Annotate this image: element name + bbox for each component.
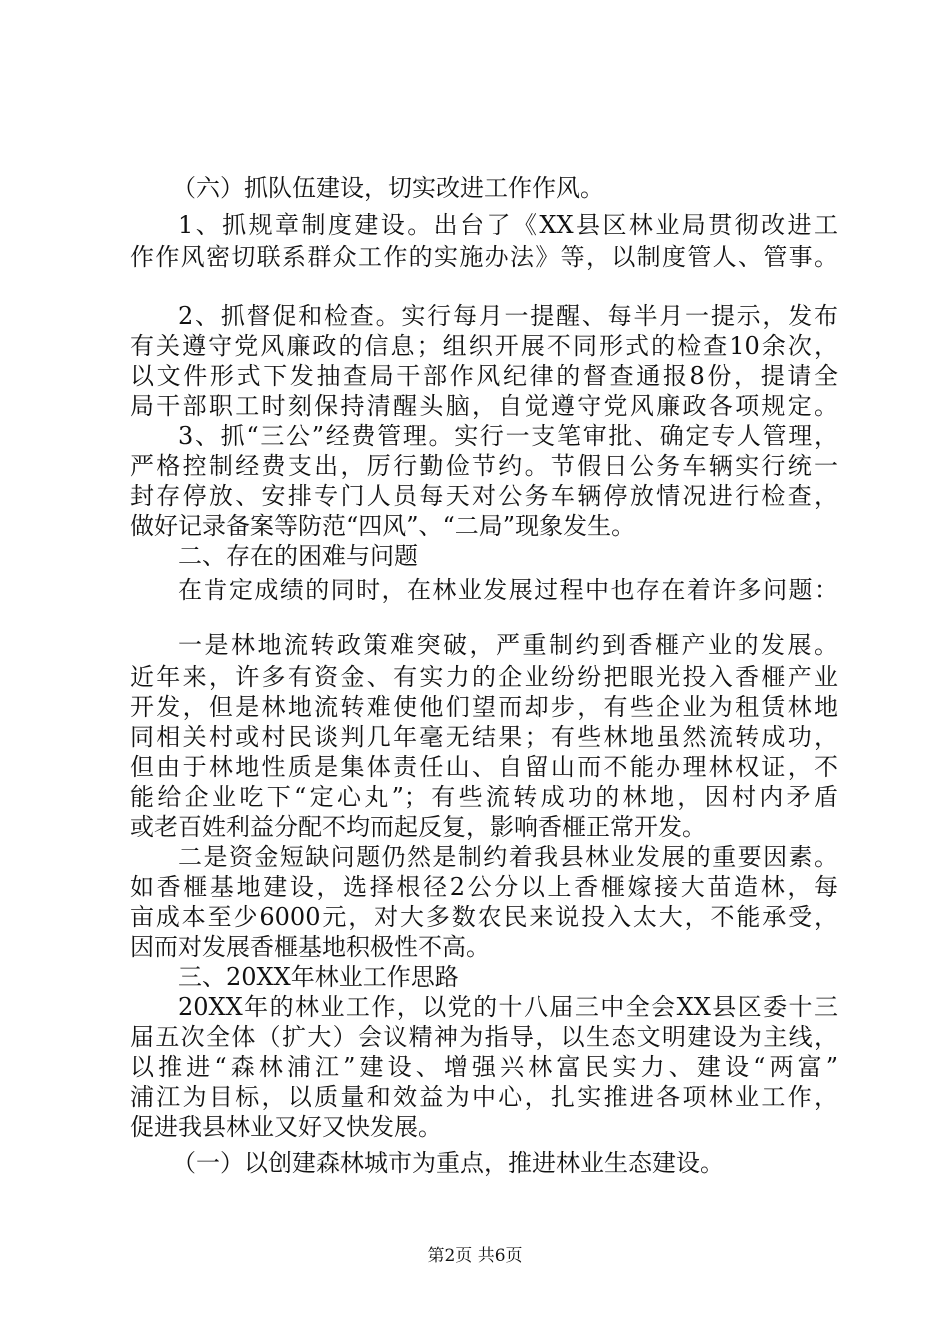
section-heading: 二、存在的困难与问题 — [178, 542, 418, 570]
text-line: 2、抓督促和检查。实行每月一提醒、每半月一提示，发布 — [178, 302, 838, 330]
text-line: 做好记录备案等防范“四风”、“二局”现象发生。 — [130, 512, 636, 540]
text-line: 一是林地流转政策难突破，严重制约到香榧产业的发展。 — [178, 631, 838, 659]
text-line: 因而对发展香榧基地积极性不高。 — [130, 933, 490, 961]
text-line: （六）抓队伍建设，切实改进工作作风。 — [172, 174, 604, 202]
text-line: 在肯定成绩的同时，在林业发展过程中也存在着许多问题： — [178, 576, 838, 604]
text-line: 如香榧基地建设，选择根径2公分以上香榧嫁接大苗造林，每 — [130, 873, 838, 901]
text-line: 届五次全体（扩大）会议精神为指导，以生态文明建设为主线， — [130, 1023, 838, 1051]
text-line: 或老百姓利益分配不均而起反复，影响香榧正常开发。 — [130, 813, 706, 841]
text-line: 开发，但是林地流转难使他们望而却步，有些企业为租赁林地 — [130, 693, 838, 721]
text-line: 局干部职工时刻保持清醒头脑，自觉遵守党风廉政各项规定。 — [130, 392, 838, 420]
text-line: 同相关村或村民谈判几年毫无结果；有些林地虽然流转成功， — [130, 723, 838, 751]
text-line: 亩成本至少6000元，对大多数农民来说投入太大，不能承受， — [130, 903, 838, 931]
text-line: 严格控制经费支出，厉行勤俭节约。节假日公务车辆实行统一 — [130, 452, 838, 480]
text-line: 促进我县林业又好又快发展。 — [130, 1113, 442, 1141]
section-heading: 三、20XX年林业工作思路 — [178, 963, 459, 991]
text-line: 以文件形式下发抽查局干部作风纪律的督查通报8份，提请全 — [130, 362, 838, 390]
text-line: 以推进“森林浦江”建设、增强兴林富民实力、建设“两富” — [130, 1053, 838, 1081]
text-line: 能给企业吃下“定心丸”；有些流转成功的林地，因村内矛盾 — [130, 783, 838, 811]
text-line: 近年来，许多有资金、有实力的企业纷纷把眼光投入香榧产业 — [130, 663, 838, 691]
text-line: 二是资金短缺问题仍然是制约着我县林业发展的重要因素。 — [178, 843, 838, 871]
text-line: 20XX年的林业工作，以党的十八届三中全会XX县区委十三 — [178, 993, 838, 1021]
text-line: 1、抓规章制度建设。出台了《XX县区林业局贯彻改进工 — [178, 211, 838, 239]
sub-heading: （一）以创建森林城市为重点，推进林业生态建设。 — [172, 1149, 724, 1177]
text-line: 作作风密切联系群众工作的实施办法》等，以制度管人、管事。 — [130, 243, 838, 271]
text-line: 3、抓“三公”经费管理。实行一支笔审批、确定专人管理， — [178, 422, 838, 450]
page-number: 第2页 共6页 — [427, 1246, 523, 1266]
text-line: 浦江为目标，以质量和效益为中心，扎实推进各项林业工作， — [130, 1083, 838, 1111]
text-line: 封存停放、安排专门人员每天对公务车辆停放情况进行检查， — [130, 482, 838, 510]
text-line: 有关遵守党风廉政的信息；组织开展不同形式的检查10余次， — [130, 332, 838, 360]
text-line: 但由于林地性质是集体责任山、自留山而不能办理林权证，不 — [130, 753, 838, 781]
